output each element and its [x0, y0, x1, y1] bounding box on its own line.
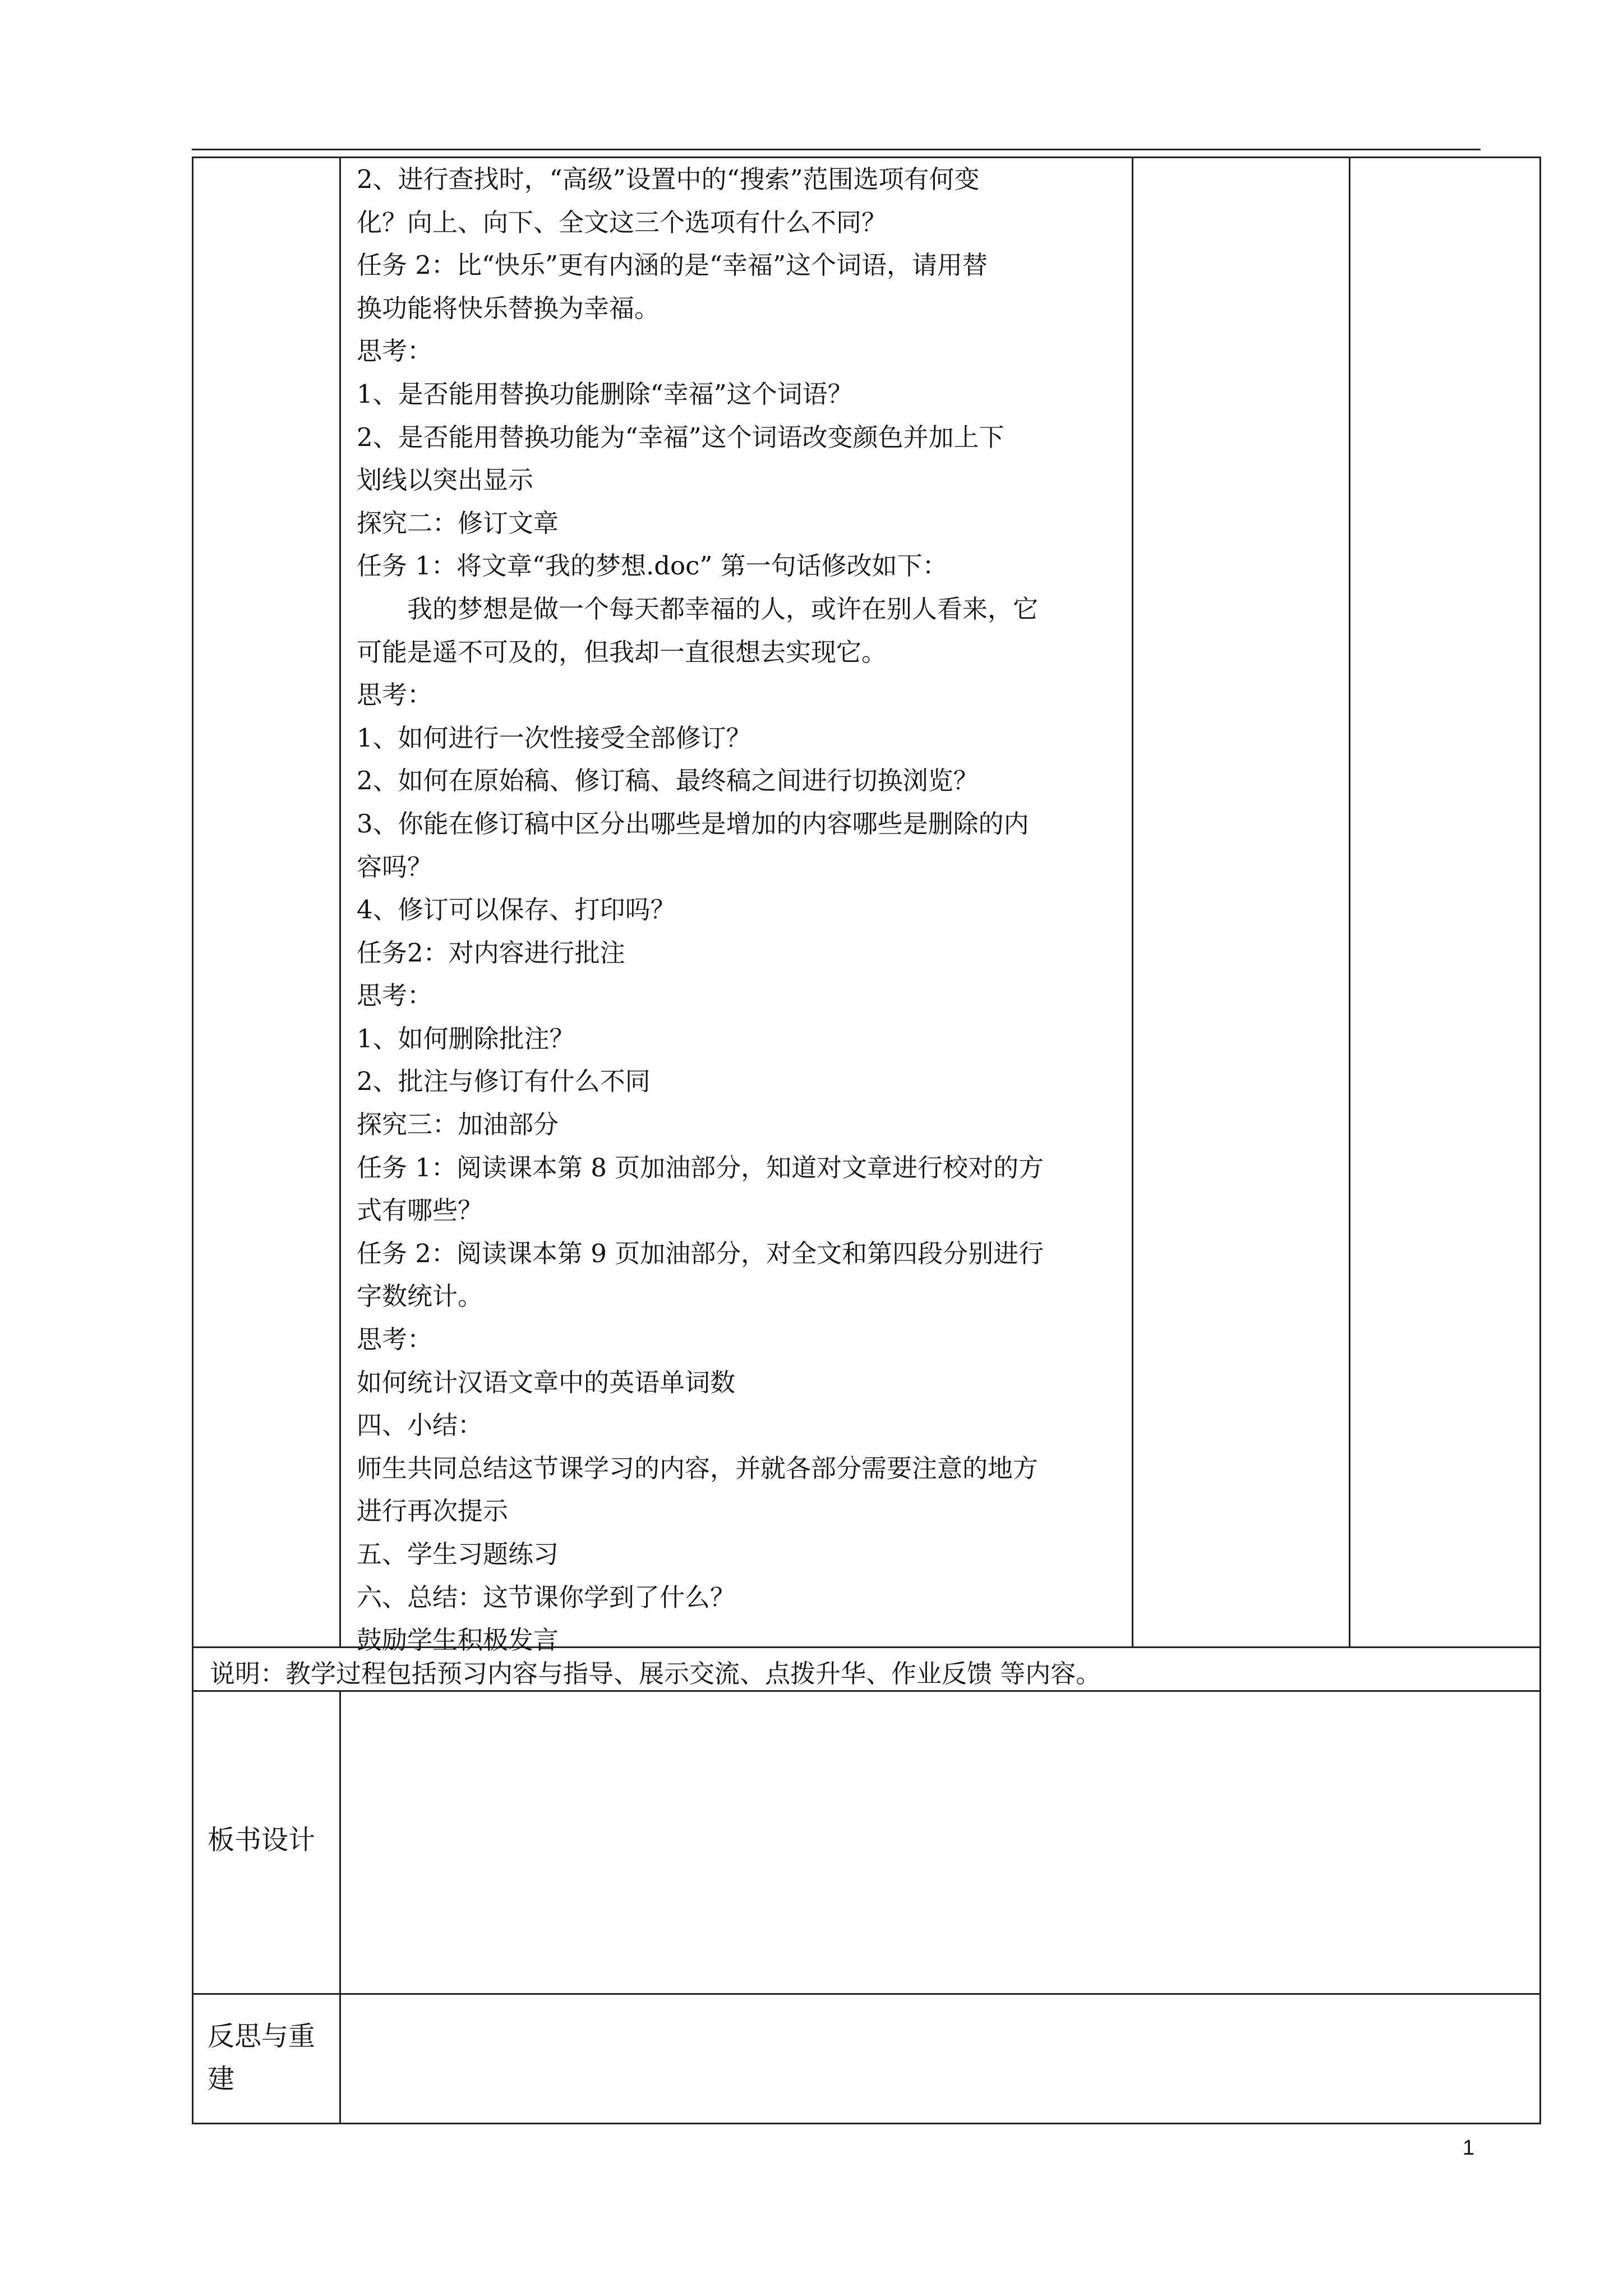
- teaching-process-content: [357, 158, 1126, 1662]
- col-divider-2: [1132, 157, 1133, 1647]
- col-divider-1-bottom: [339, 1690, 341, 2123]
- col-divider-1-top: [339, 157, 341, 1647]
- content-line: 思考：: [357, 680, 433, 710]
- content-line: 我的梦想是做一个每天都幸福的人，或许在别人看来，它: [407, 593, 1039, 624]
- content-line: 4、修订可以保存、打印吗？: [357, 895, 676, 925]
- content-line: 2、是否能用替换功能为“幸福”这个词语改变颜色并加上下: [357, 422, 1004, 452]
- content-line: 四、小结：: [357, 1410, 483, 1441]
- content-line: 如何统计汉语文章中的英语单词数: [357, 1367, 736, 1397]
- board-design-label: 板书设计: [208, 1824, 316, 1856]
- content-line: 鼓励学生积极发言: [357, 1625, 559, 1655]
- content-line: 容吗？: [357, 852, 433, 882]
- content-line: 任务 2：阅读课本第 9 页加油部分，对全文和第四段分别进行: [357, 1238, 1044, 1268]
- content-line: 任务 1：将文章“我的梦想.doc” 第一句话修改如下：: [357, 551, 948, 581]
- content-line: 探究三：加油部分: [357, 1110, 559, 1140]
- col-divider-3: [1349, 157, 1350, 1647]
- process-note: 说明：教学过程包括预习内容与指导、展示交流、点拨升华、作业反馈 等内容。: [210, 1659, 1101, 1688]
- content-line: 1、是否能用替换功能删除“幸福”这个词语？: [357, 379, 853, 409]
- content-line: 化？向上、向下、全文这三个选项有什么不同？: [357, 207, 887, 237]
- content-line: 思考：: [357, 1324, 433, 1355]
- content-line: 五、学生习题练习: [357, 1539, 559, 1569]
- table-bottom-border: [192, 2123, 1541, 2124]
- content-line: 2、进行查找时，“高级”设置中的“搜索”范围选项有何变: [357, 164, 980, 194]
- content-line: 任务 2：比“快乐”更有内涵的是“幸福”这个词语，请用替: [357, 250, 988, 280]
- content-line: 思考：: [357, 981, 433, 1011]
- content-line: 思考：: [357, 336, 433, 366]
- content-line: 字数统计。: [357, 1281, 483, 1312]
- page-number: 1: [1463, 2136, 1475, 2160]
- content-line: 六、总结：这节课你学到了什么？: [357, 1582, 736, 1612]
- table-left-border: [192, 157, 193, 2123]
- reflect-row-top-border: [192, 1993, 1541, 1995]
- content-line: 3、你能在修订稿中区分出哪些是增加的内容哪些是删除的内: [357, 808, 1029, 839]
- content-line: 2、批注与修订有什么不同: [357, 1066, 651, 1097]
- table-right-border: [1539, 157, 1541, 2123]
- content-line: 划线以突出显示: [357, 465, 534, 495]
- content-line: 师生共同总结这节课学习的内容，并就各部分需要注意的地方: [357, 1453, 1039, 1483]
- content-line: 任务 1：阅读课本第 8 页加油部分，知道对文章进行校对的方: [357, 1152, 1044, 1182]
- content-line: 2、如何在原始稿、修订稿、最终稿之间进行切换浏览？: [357, 766, 979, 796]
- content-line: 任务2：对内容进行批注: [357, 937, 625, 968]
- content-line: 1、如何删除批注？: [357, 1023, 575, 1053]
- content-line: 可能是遥不可及的，但我却一直很想去实现它。: [357, 637, 887, 667]
- content-line: 进行再次提示: [357, 1496, 509, 1526]
- content-line: 1、如何进行一次性接受全部修订？: [357, 723, 751, 753]
- content-line: 式有哪些？: [357, 1195, 483, 1226]
- reflection-label: 反思与重建: [208, 2021, 316, 2095]
- content-line: 换功能将快乐替换为幸福。: [357, 293, 660, 323]
- header-rule: [192, 149, 1481, 150]
- content-line: 探究二：修订文章: [357, 508, 559, 538]
